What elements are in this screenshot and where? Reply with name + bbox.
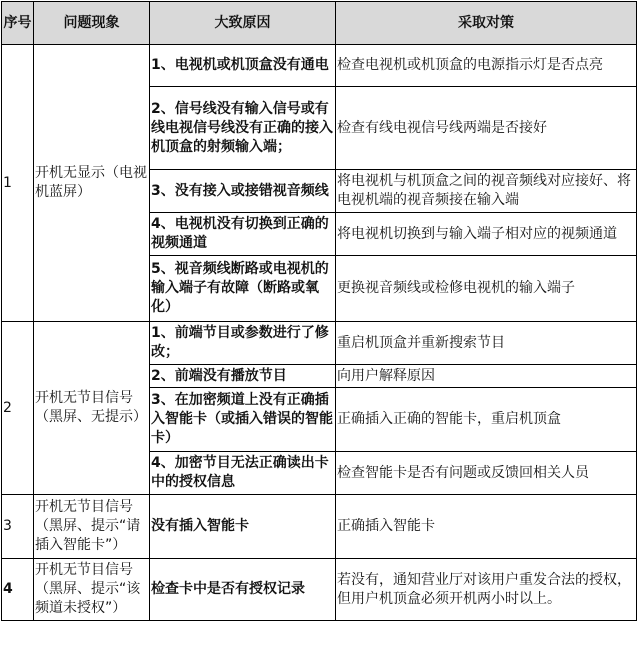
cause-cell: 1、电视机或机顶盒没有通电 bbox=[150, 45, 336, 87]
cause-cell: 5、视音频线断路或电视机的输入端子有故障（断路或氧化） bbox=[150, 256, 336, 322]
header-action: 采取对策 bbox=[336, 2, 637, 45]
header-phenomenon: 问题现象 bbox=[34, 2, 150, 45]
cause-cell: 2、信号线没有输入信号或有线电视信号线没有正确的接入机顶盒的射频输入端； bbox=[150, 87, 336, 170]
header-row bbox=[2, 2, 637, 45]
action-cell: 检查智能卡是否有问题或反馈回相关人员 bbox=[336, 452, 637, 495]
problem-phenomenon: 开机无显示（电视机蓝屏） bbox=[34, 45, 150, 322]
table-row bbox=[2, 559, 637, 621]
cause-cell: 3、在加密频道上没有正确插入智能卡（或插入错误的智能卡） bbox=[150, 388, 336, 452]
table-row bbox=[2, 322, 637, 365]
header-number: 序号 bbox=[2, 2, 34, 45]
cause-cell: 1、前端节目或参数进行了修改； bbox=[150, 322, 336, 365]
action-cell: 向用户解释原因 bbox=[336, 365, 637, 388]
cause-cell: 没有插入智能卡 bbox=[150, 495, 336, 559]
cause-cell: 2、前端没有播放节目 bbox=[150, 365, 336, 388]
row-number: 3 bbox=[2, 495, 34, 559]
header-cause: 大致原因 bbox=[150, 2, 336, 45]
action-cell: 检查电视机或机顶盒的电源指示灯是否点亮 bbox=[336, 45, 637, 87]
cause-cell: 3、没有接入或接错视音频线 bbox=[150, 170, 336, 213]
action-cell: 重启机顶盒并重新搜索节目 bbox=[336, 322, 637, 365]
problem-phenomenon: 开机无节目信号（黑屏、提示“该频道未授权”） bbox=[34, 559, 150, 621]
cause-cell: 4、电视机没有切换到正确的视频通道 bbox=[150, 213, 336, 256]
action-cell: 将电视机切换到与输入端子相对应的视频通道 bbox=[336, 213, 637, 256]
row-number: 4 bbox=[2, 559, 34, 621]
table-row bbox=[2, 495, 637, 559]
table-row bbox=[2, 45, 637, 87]
cause-cell: 检查卡中是否有授权记录 bbox=[150, 559, 336, 621]
action-cell: 将电视机与机顶盒之间的视音频线对应接好、将电视机端的视音频接在输入端 bbox=[336, 170, 637, 213]
row-number: 1 bbox=[2, 45, 34, 322]
action-cell: 正确插入正确的智能卡，重启机顶盒 bbox=[336, 388, 637, 452]
problem-phenomenon: 开机无节目信号（黑屏、无提示） bbox=[34, 322, 150, 495]
row-number: 2 bbox=[2, 322, 34, 495]
action-cell: 若没有，通知营业厅对该用户重发合法的授权，但用户机顶盒必须开机两小时以上。 bbox=[336, 559, 637, 621]
cause-cell: 4、加密节目无法正确读出卡中的授权信息 bbox=[150, 452, 336, 495]
action-cell: 更换视音频线或检修电视机的输入端子 bbox=[336, 256, 637, 322]
action-cell: 检查有线电视信号线两端是否接好 bbox=[336, 87, 637, 170]
troubleshooting-table bbox=[1, 1, 637, 621]
problem-phenomenon: 开机无节目信号（黑屏、提示“请插入智能卡”） bbox=[34, 495, 150, 559]
action-cell: 正确插入智能卡 bbox=[336, 495, 637, 559]
